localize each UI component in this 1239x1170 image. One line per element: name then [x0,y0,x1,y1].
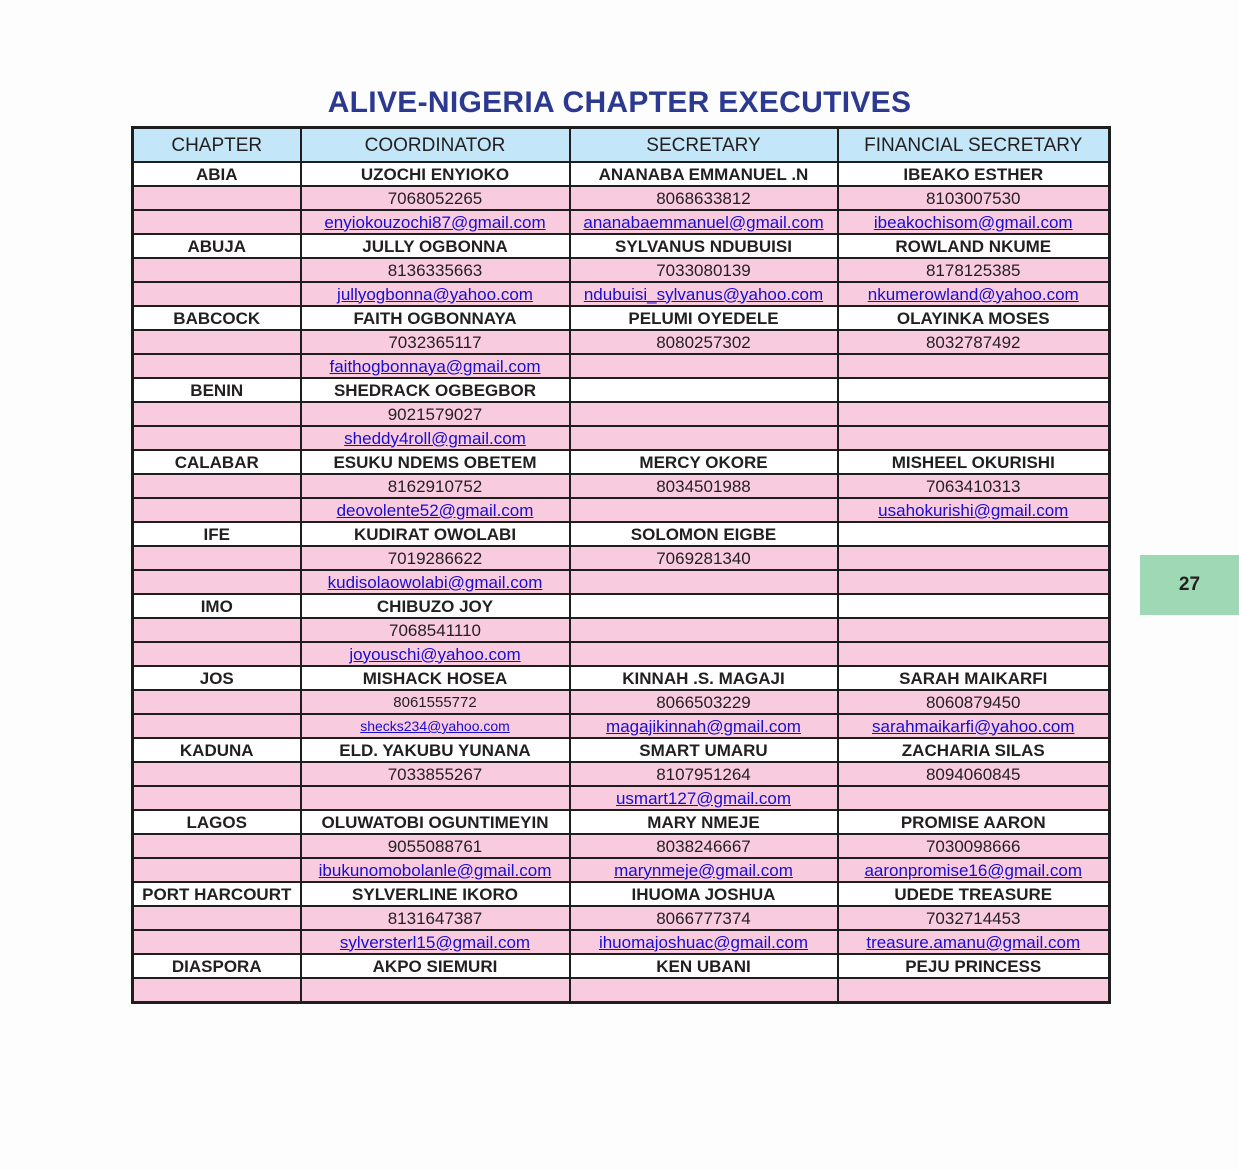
secretary-email-link[interactable]: usmart127@gmail.com [615,788,792,808]
coordinator-email-cell [301,786,570,810]
chapter-name: IFE [133,522,301,546]
coordinator-email-link[interactable]: jullyogbonna@yahoo.com [337,284,533,304]
financial-secretary-name: ROWLAND NKUME [838,234,1110,258]
coordinator-email-cell [301,642,570,666]
table-row [133,234,1110,258]
empty-cell [133,906,301,930]
chapter-name: IMO [133,594,301,618]
financial-secretary-email-cell [838,786,1110,810]
financial-secretary-name: ZACHARIA SILAS [838,738,1110,762]
chapter-name: LAGOS [133,810,301,834]
page-number: 27 [1178,574,1201,595]
secretary-name: SYLVANUS NDUBUISI [570,234,838,258]
secretary-email-cell [570,498,838,522]
coordinator-phone: 8136335663 [301,258,570,282]
financial-secretary-email-cell [838,858,1110,882]
table-row [133,186,1110,210]
empty-cell [133,330,301,354]
secretary-phone: 8080257302 [570,330,838,354]
table-row [133,330,1110,354]
empty-cell [133,642,301,666]
coordinator-phone: 7068541110 [301,618,570,642]
secretary-email-cell [570,642,838,666]
table-row [133,162,1110,186]
coordinator-email-link[interactable]: sheddy4roll@gmail.com [344,428,526,448]
coordinator-phone: 8061555772 [301,690,570,714]
coordinator-email-link[interactable]: ibukunomobolanle@gmail.com [318,860,552,880]
secretary-phone: 8107951264 [570,762,838,786]
secretary-phone [570,402,838,426]
secretary-email-cell [570,858,838,882]
secretary-email-cell [570,426,838,450]
chapter-name: JOS [133,666,301,690]
financial-secretary-phone: 8178125385 [838,258,1110,282]
financial-secretary-phone: 8032787492 [838,330,1110,354]
empty-cell [133,186,301,210]
financial-secretary-name [838,594,1110,618]
empty-cell [133,858,301,882]
coordinator-name: ESUKU NDEMS OBETEM [301,450,570,474]
secretary-name [570,594,838,618]
secretary-email-cell [570,786,838,810]
secretary-phone: 8034501988 [570,474,838,498]
coordinator-name: MISHACK HOSEA [301,666,570,690]
secretary-name: MARY NMEJE [570,810,838,834]
secretary-email-cell [570,714,838,738]
secretary-name: SMART UMARU [570,738,838,762]
table-row [133,882,1110,906]
coordinator-name: SYLVERLINE IKORO [301,882,570,906]
secretary-email-cell [570,570,838,594]
secretary-email-cell [570,930,838,954]
coordinator-phone: 9055088761 [301,834,570,858]
financial-secretary-email-cell [838,930,1110,954]
coordinator-email-cell [301,570,570,594]
secretary-email-link[interactable]: ndubuisi_sylvanus@yahoo.com [583,284,824,304]
secretary-phone: 8066777374 [570,906,838,930]
coordinator-name: SHEDRACK OGBEGBOR [301,378,570,402]
coordinator-email-cell [301,498,570,522]
coordinator-email-cell [301,282,570,306]
coordinator-name: UZOCHI ENYIOKO [301,162,570,186]
secretary-name: PELUMI OYEDELE [570,306,838,330]
coordinator-email-link[interactable]: shecks234@yahoo.com [360,718,510,734]
empty-cell [133,258,301,282]
empty-cell [133,354,301,378]
secretary-name: MERCY OKORE [570,450,838,474]
secretary-name: KINNAH .S. MAGAJI [570,666,838,690]
financial-secretary-name: SARAH MAIKARFI [838,666,1110,690]
financial-secretary-phone: 8103007530 [838,186,1110,210]
coordinator-email-cell [301,930,570,954]
table-row [133,954,1110,978]
empty-cell [133,498,301,522]
table-row [133,618,1110,642]
coordinator-phone: 9021579027 [301,402,570,426]
financial-secretary-email-cell [838,426,1110,450]
table-row [133,306,1110,330]
coordinator-email-cell [301,978,570,1003]
financial-secretary-phone: 7030098666 [838,834,1110,858]
empty-cell [133,762,301,786]
financial-secretary-email-cell [838,570,1110,594]
table-row [133,498,1110,522]
coordinator-name: KUDIRAT OWOLABI [301,522,570,546]
financial-secretary-email-cell [838,354,1110,378]
empty-cell [133,402,301,426]
table-row [133,258,1110,282]
coordinator-email-cell [301,858,570,882]
coordinator-email-link[interactable]: faithogbonnaya@gmail.com [329,356,541,376]
financial-secretary-phone: 7063410313 [838,474,1110,498]
empty-cell [133,714,301,738]
header-coordinator: COORDINATOR [301,128,570,163]
secretary-phone: 8068633812 [570,186,838,210]
secretary-name: SOLOMON EIGBE [570,522,838,546]
table-row [133,810,1110,834]
coordinator-phone: 8162910752 [301,474,570,498]
chapter-name: PORT HARCOURT [133,882,301,906]
table-row [133,690,1110,714]
chapter-name: BABCOCK [133,306,301,330]
table-header-row [133,128,1110,163]
financial-secretary-email-link[interactable]: aaronpromise16@gmail.com [864,860,1083,880]
financial-secretary-email-cell [838,498,1110,522]
table-row [133,666,1110,690]
table-row [133,570,1110,594]
table-row [133,282,1110,306]
financial-secretary-email-cell [838,642,1110,666]
coordinator-phone: 7068052265 [301,186,570,210]
chapter-name: KADUNA [133,738,301,762]
financial-secretary-email-link[interactable]: usahokurishi@gmail.com [878,500,1069,520]
table-row [133,738,1110,762]
empty-cell [133,834,301,858]
financial-secretary-email-cell [838,210,1110,234]
financial-secretary-phone: 8094060845 [838,762,1110,786]
secretary-phone [570,618,838,642]
financial-secretary-email-cell [838,714,1110,738]
secretary-name: IHUOMA JOSHUA [570,882,838,906]
table-row [133,906,1110,930]
chapter-executives-table [131,126,1111,1004]
coordinator-name: ELD. YAKUBU YUNANA [301,738,570,762]
financial-secretary-phone [838,546,1110,570]
table-row [133,426,1110,450]
empty-cell [133,930,301,954]
secretary-email-link[interactable]: ihuomajoshuac@gmail.com [598,932,809,952]
secretary-phone: 7069281340 [570,546,838,570]
table-row [133,978,1110,1003]
table-row [133,762,1110,786]
header-chapter: CHAPTER [133,128,301,163]
financial-secretary-name: PEJU PRINCESS [838,954,1110,978]
financial-secretary-email-cell [838,978,1110,1003]
table-row [133,402,1110,426]
secretary-name: ANANABA EMMANUEL .N [570,162,838,186]
empty-cell [133,978,301,1003]
header-secretary: SECRETARY [570,128,838,163]
financial-secretary-phone [838,618,1110,642]
coordinator-name: FAITH OGBONNAYA [301,306,570,330]
secretary-phone: 8066503229 [570,690,838,714]
table-row [133,786,1110,810]
coordinator-name: OLUWATOBI OGUNTIMEYIN [301,810,570,834]
table-row [133,474,1110,498]
coordinator-email-link[interactable]: kudisolaowolabi@gmail.com [327,572,543,592]
empty-cell [133,618,301,642]
table-row [133,930,1110,954]
table-row [133,834,1110,858]
coordinator-email-cell [301,210,570,234]
table-row [133,354,1110,378]
chapter-name: BENIN [133,378,301,402]
secretary-email-link[interactable]: ananabaemmanuel@gmail.com [583,212,824,232]
coordinator-email-cell [301,426,570,450]
coordinator-email-cell [301,354,570,378]
chapter-name: CALABAR [133,450,301,474]
financial-secretary-name [838,522,1110,546]
coordinator-name: CHIBUZO JOY [301,594,570,618]
financial-secretary-email-link[interactable]: nkumerowland@yahoo.com [867,284,1079,304]
coordinator-name: JULLY OGBONNA [301,234,570,258]
secretary-email-link[interactable]: marynmeje@gmail.com [614,860,793,880]
coordinator-email-link[interactable]: deovolente52@gmail.com [336,500,534,520]
secretary-email-cell [570,210,838,234]
coordinator-phone: 7019286622 [301,546,570,570]
coordinator-phone: 7032365117 [301,330,570,354]
table-row [133,642,1110,666]
financial-secretary-phone: 8060879450 [838,690,1110,714]
coordinator-phone: 8131647387 [301,906,570,930]
empty-cell [133,210,301,234]
secretary-email-cell [570,354,838,378]
empty-cell [133,690,301,714]
financial-secretary-name: OLAYINKA MOSES [838,306,1110,330]
table-row [133,210,1110,234]
table-row [133,522,1110,546]
empty-cell [133,546,301,570]
secretary-phone: 7033080139 [570,258,838,282]
chapter-name: ABUJA [133,234,301,258]
financial-secretary-name: PROMISE AARON [838,810,1110,834]
secretary-email-cell [570,282,838,306]
coordinator-name: AKPO SIEMURI [301,954,570,978]
financial-secretary-name: IBEAKO ESTHER [838,162,1110,186]
empty-cell [133,786,301,810]
header-financial-secretary: FINANCIAL SECRETARY [838,128,1110,163]
financial-secretary-email-link[interactable]: treasure.amanu@gmail.com [866,932,1081,952]
table-body [133,162,1110,1003]
secretary-email-link[interactable]: magajikinnah@gmail.com [606,716,801,736]
financial-secretary-email-link[interactable]: ibeakochisom@gmail.com [873,212,1073,232]
empty-cell [133,474,301,498]
table-row [133,450,1110,474]
secretary-phone: 8038246667 [570,834,838,858]
page-number-tab [1140,555,1239,615]
chapter-name: ABIA [133,162,301,186]
financial-secretary-email-link[interactable]: sarahmaikarfi@yahoo.com [872,716,1075,736]
empty-cell [133,282,301,306]
empty-cell [133,426,301,450]
financial-secretary-phone: 7032714453 [838,906,1110,930]
table-row [133,546,1110,570]
financial-secretary-phone [838,402,1110,426]
coordinator-email-link[interactable]: sylversterl15@gmail.com [339,932,531,952]
secretary-name: KEN UBANI [570,954,838,978]
table-row [133,714,1110,738]
empty-cell [133,570,301,594]
coordinator-email-link[interactable]: enyiokouzochi87@gmail.com [324,212,546,232]
coordinator-email-link[interactable]: joyouschi@yahoo.com [349,644,521,664]
secretary-email-cell [570,978,838,1003]
coordinator-phone: 7033855267 [301,762,570,786]
secretary-name [570,378,838,402]
financial-secretary-name [838,378,1110,402]
chapter-name: DIASPORA [133,954,301,978]
financial-secretary-name: UDEDE TREASURE [838,882,1110,906]
table-row [133,858,1110,882]
financial-secretary-name: MISHEEL OKURISHI [838,450,1110,474]
table-row [133,378,1110,402]
table-row [133,594,1110,618]
financial-secretary-email-cell [838,282,1110,306]
page-title: ALIVE-NIGERIA CHAPTER EXECUTIVES [327,86,912,119]
coordinator-email-cell [301,714,570,738]
